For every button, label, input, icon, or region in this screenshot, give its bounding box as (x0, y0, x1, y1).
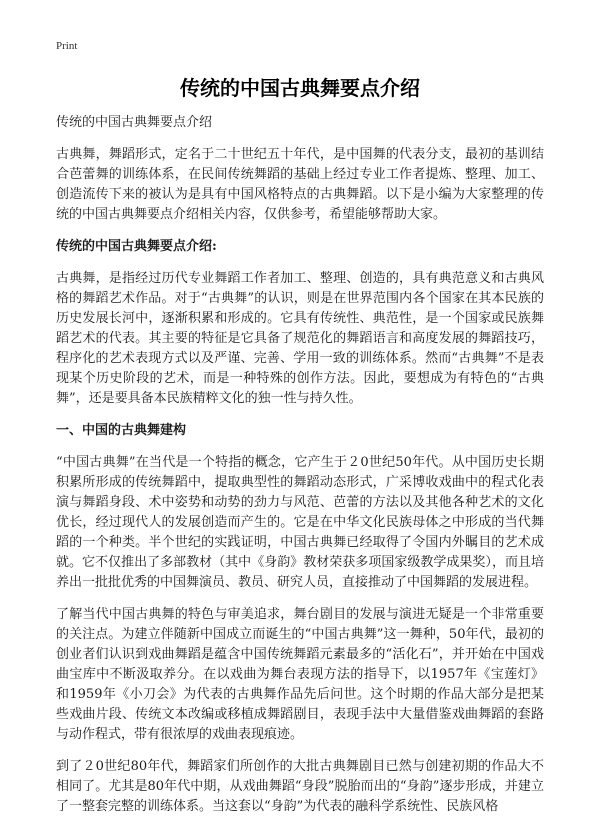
article-subtitle: 传统的中国古典舞要点介绍 (56, 115, 213, 130)
section-heading-construction: 一、中国的古典舞建构 (56, 423, 187, 438)
intro-paragraph: 古典舞，舞蹈形式，定名于二十世纪五十年代，是中国舞的代表分支，最初的基训结合芭蕾舞的训练体系，在民间传统舞蹈的基础上经过专业工作者提炼、整理、加工、创造流传下来的被认为是具有中国风格特点的古典舞蹈。以下是小编为大家整理的传统的中国古典舞要点介绍相关内容，仅供参考，希望能够帮助大家。 (56, 147, 544, 222)
construction-paragraph-1: “中国古典舞”在当代是一个特指的概念，它产生于２0世纪50年代。从中国历史长期积累所形成的传统舞蹈中，提取典型性的舞蹈动态形式，广采博收戏曲中的程式化表演与舞蹈身段、术中姿势和动势的劲力与风范、芭蕾的方法以及其他各种艺术的文化优长，经过现代人的发展创造而产生的。它是在中华文化民族母体之中形成的当代舞蹈的一个种类。半个世纪的实践证明，中国古典舞已经取得了令国内外瞩目的艺术成就。它不仅推出了多部教材（其中《身韵》教材荣获多项国家级教学成果奖），而且培养出一批批优秀的中国舞演员、教员、研究人员，直接推动了中国舞蹈的发展进程。 (56, 455, 544, 590)
print-link[interactable]: Print (56, 40, 78, 52)
page-title: 传统的中国古典舞要点介绍 (180, 76, 420, 100)
overview-paragraph: 古典舞，是指经过历代专业舞蹈工作者加工、整理、创造的，具有典范意义和古典风格的舞蹈艺术作品。对于“古典舞”的认识，则是在世界范围内各个国家在其本民族的历史发展长河中，逐渐积累和形成的。它具有传统性、典范性，是一个国家或民族舞蹈艺术的代表。其主要的特征是它具备了规范化的舞蹈语言和高度发展的舞蹈技巧，程序化的艺术表现方式以及严谨、完善、学用一致的训练体系。然而“古典舞”不是表现某个历史阶段的艺术，而是一种特殊的创作方法。因此，要想成为有特色的“古典舞”，还是要具备本民族精粹文化的独一性与持久性。 (56, 271, 544, 406)
section-heading-overview: 传统的中国古典舞要点介绍: (56, 239, 217, 254)
construction-paragraph-3: 到了２0世纪80年代，舞蹈家们所创作的大批古典舞剧目已然与创建初期的作品大不相同了。尤其是80年代中期，从戏曲舞蹈“身段”脱胎而出的“身韵”逐步形成，并建立了一整套完整的训练体系。当这套以“身韵”为代表的融科学系统性、民族风格 (56, 759, 544, 814)
construction-paragraph-2: 了解当代中国古典舞的特色与审美追求，舞台剧目的发展与演进无疑是一个非常重要的关注点。为建立伴随新中国成立而诞生的“中国古典舞”这一舞种，50年代，最初的创业者们认识到戏曲舞蹈是蕴含中国传统舞蹈元素最多的“活化石”，并开始在中国戏曲宝库中不断汲取养分。在以戏曲为舞台表现方法的指导下，以1957年《宝莲灯》和1959年《小刀会》为代表的古典舞作品先后问世。这个时期的作品大部分是把某些戏曲片段、传统文本改编或移植成舞蹈剧目，表现手法中大量借鉴戏曲舞蹈的套路与动作程式，带有很浓厚的戏曲表现痕迹。 (56, 607, 544, 742)
